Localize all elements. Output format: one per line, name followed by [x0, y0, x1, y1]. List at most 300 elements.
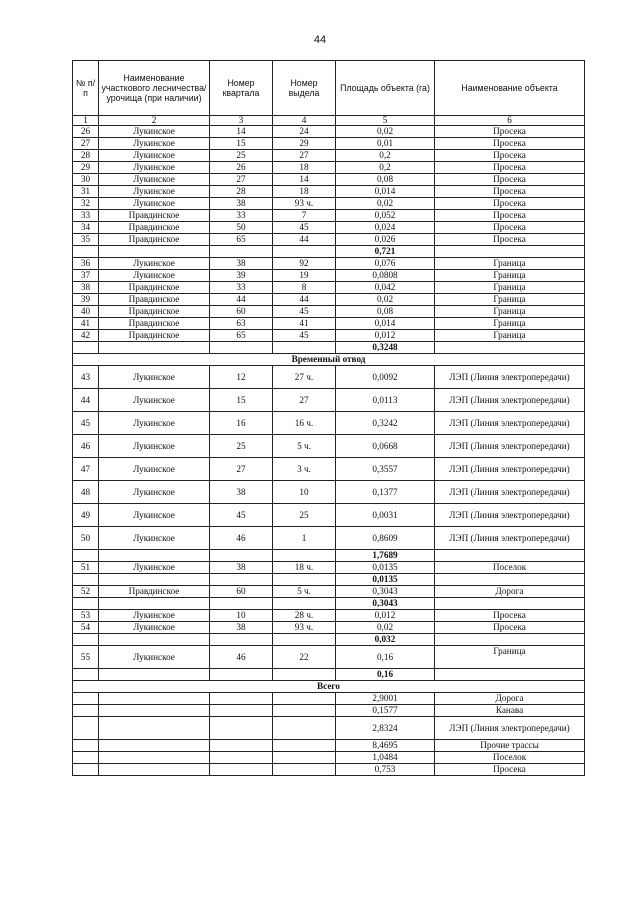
empty-cell: [435, 246, 585, 258]
header-allotment: Номер выдела: [273, 61, 336, 116]
area-value: 0,3557: [336, 458, 435, 481]
object-name: Дорога: [435, 586, 585, 598]
quarter-number: 25: [210, 150, 273, 162]
column-number: 5: [336, 116, 435, 126]
allotment-number: 25: [273, 504, 336, 527]
section-heading-row: [73, 681, 585, 693]
object-name: ЛЭП (Линия электропередачи): [435, 527, 585, 550]
object-name: ЛЭП (Линия электропередачи): [435, 389, 585, 412]
quarter-number: 25: [210, 435, 273, 458]
row-number: 40: [73, 306, 99, 318]
table-row: [73, 222, 585, 234]
empty-cell: [99, 634, 210, 646]
subtotal-value: 1,7689: [336, 550, 435, 562]
area-value: 0,052: [336, 210, 435, 222]
empty-cell: [73, 752, 99, 764]
empty-cell: [273, 740, 336, 752]
empty-cell: [73, 717, 99, 740]
section-heading: Временный отвод: [73, 354, 585, 366]
quarter-number: 38: [210, 198, 273, 210]
area-value: 0,3043: [336, 586, 435, 598]
quarter-number: 60: [210, 306, 273, 318]
column-number: 2: [99, 116, 210, 126]
total-value: 0,753: [336, 764, 435, 776]
empty-cell: [435, 634, 585, 646]
empty-cell: [73, 246, 99, 258]
total-value: 0,1577: [336, 705, 435, 717]
empty-cell: [210, 705, 273, 717]
table-row: [73, 646, 585, 669]
empty-cell: [210, 764, 273, 776]
empty-cell: [73, 740, 99, 752]
quarter-number: 63: [210, 318, 273, 330]
area-value: 0,026: [336, 234, 435, 246]
quarter-number: 12: [210, 366, 273, 389]
object-name: Просека: [435, 186, 585, 198]
allotment-number: 3 ч.: [273, 458, 336, 481]
row-number: 42: [73, 330, 99, 342]
empty-cell: [273, 693, 336, 705]
quarter-number: 28: [210, 186, 273, 198]
quarter-number: 33: [210, 210, 273, 222]
empty-cell: [99, 717, 210, 740]
subtotal-row: [73, 574, 585, 586]
total-object-name: Поселок: [435, 752, 585, 764]
quarter-number: 45: [210, 504, 273, 527]
empty-cell: [435, 342, 585, 354]
object-name: Просека: [435, 162, 585, 174]
forestry-name: Лукинское: [99, 527, 210, 550]
total-row: [73, 764, 585, 776]
table-row: [73, 586, 585, 598]
forestry-name: Лукинское: [99, 150, 210, 162]
row-number: 52: [73, 586, 99, 598]
area-value: 0,076: [336, 258, 435, 270]
area-value: 0,02: [336, 622, 435, 634]
area-value: 0,08: [336, 306, 435, 318]
allotment-number: 14: [273, 174, 336, 186]
object-name: Граница: [435, 330, 585, 342]
subtotal-row: [73, 598, 585, 610]
row-number: 54: [73, 622, 99, 634]
empty-cell: [273, 669, 336, 681]
row-number: 43: [73, 366, 99, 389]
total-value: 2,8324: [336, 717, 435, 740]
table-row: [73, 366, 585, 389]
quarter-number: 15: [210, 138, 273, 150]
area-value: 0,0113: [336, 389, 435, 412]
subtotal-value: 0,3248: [336, 342, 435, 354]
quarter-number: 65: [210, 330, 273, 342]
empty-cell: [99, 705, 210, 717]
table-row: [73, 186, 585, 198]
allotment-number: 27: [273, 389, 336, 412]
area-value: 0,012: [336, 610, 435, 622]
allotment-number: 27 ч.: [273, 366, 336, 389]
table-row: [73, 504, 585, 527]
header-quarter: Номер квартала: [210, 61, 273, 116]
table-row: [73, 412, 585, 435]
table-row: [73, 306, 585, 318]
empty-cell: [73, 693, 99, 705]
allotment-number: 45: [273, 222, 336, 234]
empty-cell: [273, 764, 336, 776]
subtotal-value: 0,721: [336, 246, 435, 258]
allotment-number: 93 ч.: [273, 198, 336, 210]
page-number: 44: [313, 34, 327, 46]
table-row: [73, 270, 585, 282]
table-row: [73, 258, 585, 270]
area-value: 0,014: [336, 318, 435, 330]
row-number: 49: [73, 504, 99, 527]
quarter-number: 38: [210, 562, 273, 574]
forestry-name: Лукинское: [99, 458, 210, 481]
subtotal-row: [73, 342, 585, 354]
allotment-number: 5 ч.: [273, 586, 336, 598]
quarter-number: 60: [210, 586, 273, 598]
row-number: 46: [73, 435, 99, 458]
forestry-name: Правдинское: [99, 318, 210, 330]
area-value: 0,0135: [336, 562, 435, 574]
forestry-name: Правдинское: [99, 586, 210, 598]
allotment-number: 22: [273, 646, 336, 669]
row-number: 33: [73, 210, 99, 222]
empty-cell: [435, 550, 585, 562]
object-name: Граница: [435, 258, 585, 270]
row-number: 35: [73, 234, 99, 246]
forestry-name: Лукинское: [99, 174, 210, 186]
table-body: [73, 116, 585, 776]
total-row: [73, 705, 585, 717]
area-value: 0,0808: [336, 270, 435, 282]
object-name: Просека: [435, 234, 585, 246]
total-object-name: Прочие трассы: [435, 740, 585, 752]
allotment-number: 18: [273, 186, 336, 198]
allotment-number: 8: [273, 282, 336, 294]
empty-cell: [435, 598, 585, 610]
allotment-number: 7: [273, 210, 336, 222]
allotment-number: 10: [273, 481, 336, 504]
forestry-name: Лукинское: [99, 138, 210, 150]
quarter-number: 15: [210, 389, 273, 412]
subtotal-row: [73, 669, 585, 681]
empty-cell: [99, 764, 210, 776]
forestry-name: Лукинское: [99, 504, 210, 527]
row-number: 41: [73, 318, 99, 330]
quarter-number: 50: [210, 222, 273, 234]
header-number: № п/п: [73, 61, 99, 116]
total-row: [73, 752, 585, 764]
area-value: 0,3242: [336, 412, 435, 435]
total-row: [73, 740, 585, 752]
total-object-name: ЛЭП (Линия электропередачи): [435, 717, 585, 740]
quarter-number: 10: [210, 610, 273, 622]
empty-cell: [273, 550, 336, 562]
total-value: 1,0484: [336, 752, 435, 764]
row-number: 48: [73, 481, 99, 504]
section-heading-row: [73, 354, 585, 366]
table-row: [73, 610, 585, 622]
table-row: [73, 126, 585, 138]
subtotal-row: [73, 246, 585, 258]
table-row: [73, 198, 585, 210]
object-name: Просека: [435, 138, 585, 150]
object-name: ЛЭП (Линия электропередачи): [435, 504, 585, 527]
row-number: 36: [73, 258, 99, 270]
total-value: 8,4695: [336, 740, 435, 752]
empty-cell: [99, 574, 210, 586]
allotment-number: 93 ч.: [273, 622, 336, 634]
object-name: Просека: [435, 622, 585, 634]
quarter-number: 27: [210, 458, 273, 481]
quarter-number: 39: [210, 270, 273, 282]
forestry-name: Правдинское: [99, 222, 210, 234]
object-name: Граница: [435, 318, 585, 330]
row-number: 37: [73, 270, 99, 282]
empty-cell: [210, 740, 273, 752]
forestry-name: Лукинское: [99, 646, 210, 669]
empty-cell: [210, 693, 273, 705]
forestry-name: Лукинское: [99, 270, 210, 282]
forestry-name: Лукинское: [99, 562, 210, 574]
empty-cell: [210, 550, 273, 562]
empty-cell: [273, 752, 336, 764]
quarter-number: 16: [210, 412, 273, 435]
forestry-name: Лукинское: [99, 258, 210, 270]
subtotal-row: [73, 550, 585, 562]
empty-cell: [73, 705, 99, 717]
empty-cell: [273, 705, 336, 717]
allotment-number: 28 ч.: [273, 610, 336, 622]
object-name: Граница: [435, 282, 585, 294]
empty-cell: [210, 574, 273, 586]
empty-cell: [73, 598, 99, 610]
quarter-number: 65: [210, 234, 273, 246]
object-name: Просека: [435, 222, 585, 234]
area-value: 0,042: [336, 282, 435, 294]
section-heading: Всего: [73, 681, 585, 693]
row-number: 31: [73, 186, 99, 198]
empty-cell: [273, 574, 336, 586]
table-row: [73, 562, 585, 574]
total-value: 2,9001: [336, 693, 435, 705]
forestry-name: Правдинское: [99, 282, 210, 294]
table-row: [73, 294, 585, 306]
row-number: 47: [73, 458, 99, 481]
header-area: Площадь объекта (га): [336, 61, 435, 116]
row-number: 50: [73, 527, 99, 550]
table-row: [73, 150, 585, 162]
object-name: Граница: [435, 646, 585, 669]
area-value: 0,08: [336, 174, 435, 186]
quarter-number: 38: [210, 622, 273, 634]
column-number: 6: [435, 116, 585, 126]
forestry-name: Лукинское: [99, 435, 210, 458]
table-row: [73, 527, 585, 550]
allotment-number: 44: [273, 294, 336, 306]
row-number: 39: [73, 294, 99, 306]
quarter-number: 14: [210, 126, 273, 138]
quarter-number: 38: [210, 481, 273, 504]
object-name: ЛЭП (Линия электропередачи): [435, 435, 585, 458]
empty-cell: [73, 342, 99, 354]
area-value: 0,01: [336, 138, 435, 150]
allotment-number: 44: [273, 234, 336, 246]
object-name: ЛЭП (Линия электропередачи): [435, 481, 585, 504]
area-value: 0,16: [336, 646, 435, 669]
empty-cell: [210, 342, 273, 354]
allotment-number: 45: [273, 306, 336, 318]
subtotal-value: 0,032: [336, 634, 435, 646]
object-name: Просека: [435, 610, 585, 622]
row-number: 32: [73, 198, 99, 210]
empty-cell: [99, 598, 210, 610]
allotment-number: 27: [273, 150, 336, 162]
table-row: [73, 622, 585, 634]
column-number: 1: [73, 116, 99, 126]
allotment-number: 16 ч.: [273, 412, 336, 435]
table-row: [73, 162, 585, 174]
empty-cell: [99, 550, 210, 562]
empty-cell: [210, 669, 273, 681]
empty-cell: [210, 598, 273, 610]
allotment-number: 24: [273, 126, 336, 138]
area-value: 0,8609: [336, 527, 435, 550]
empty-cell: [210, 634, 273, 646]
table-row: [73, 174, 585, 186]
table-row: [73, 330, 585, 342]
empty-cell: [73, 550, 99, 562]
empty-cell: [73, 669, 99, 681]
quarter-number: 44: [210, 294, 273, 306]
empty-cell: [210, 246, 273, 258]
header-forestry: Наименование участкового лесничества/урочища (при наличии): [99, 61, 210, 116]
allotment-number: 19: [273, 270, 336, 282]
quarter-number: 26: [210, 162, 273, 174]
table-row: [73, 138, 585, 150]
forestry-name: Лукинское: [99, 162, 210, 174]
empty-cell: [273, 717, 336, 740]
allotment-number: 41: [273, 318, 336, 330]
empty-cell: [73, 634, 99, 646]
area-value: 0,2: [336, 150, 435, 162]
forestry-name: Правдинское: [99, 330, 210, 342]
total-object-name: Просека: [435, 764, 585, 776]
total-row: [73, 693, 585, 705]
empty-cell: [273, 342, 336, 354]
quarter-number: 27: [210, 174, 273, 186]
row-number: 55: [73, 646, 99, 669]
subtotal-value: 0,0135: [336, 574, 435, 586]
row-number: 34: [73, 222, 99, 234]
empty-cell: [99, 669, 210, 681]
forestry-name: Правдинское: [99, 210, 210, 222]
forestry-name: Лукинское: [99, 412, 210, 435]
empty-cell: [273, 598, 336, 610]
forestry-name: Лукинское: [99, 198, 210, 210]
total-object-name: Дорога: [435, 693, 585, 705]
allotment-number: 29: [273, 138, 336, 150]
forestry-name: Лукинское: [99, 481, 210, 504]
object-name: Граница: [435, 294, 585, 306]
area-value: 0,012: [336, 330, 435, 342]
object-name: Просека: [435, 210, 585, 222]
forestry-name: Лукинское: [99, 186, 210, 198]
object-name: ЛЭП (Линия электропередачи): [435, 366, 585, 389]
quarter-number: 33: [210, 282, 273, 294]
table-row: [73, 234, 585, 246]
row-number: 44: [73, 389, 99, 412]
header-object-name: Наименование объекта: [435, 61, 585, 116]
empty-cell: [73, 764, 99, 776]
allotment-number: 5 ч.: [273, 435, 336, 458]
empty-cell: [210, 717, 273, 740]
area-value: 0,0031: [336, 504, 435, 527]
empty-cell: [99, 740, 210, 752]
empty-cell: [273, 246, 336, 258]
table-row: [73, 282, 585, 294]
forestry-name: Правдинское: [99, 234, 210, 246]
total-row: [73, 717, 585, 740]
row-number: 30: [73, 174, 99, 186]
object-name: Граница: [435, 270, 585, 282]
object-name: Поселок: [435, 562, 585, 574]
empty-cell: [273, 634, 336, 646]
empty-cell: [435, 574, 585, 586]
row-number: 38: [73, 282, 99, 294]
empty-cell: [99, 246, 210, 258]
row-number: 51: [73, 562, 99, 574]
empty-cell: [99, 752, 210, 764]
forestry-name: Лукинское: [99, 610, 210, 622]
allotment-number: 18: [273, 162, 336, 174]
row-number: 53: [73, 610, 99, 622]
area-value: 0,0092: [336, 366, 435, 389]
row-number: 45: [73, 412, 99, 435]
empty-cell: [210, 752, 273, 764]
column-number: 3: [210, 116, 273, 126]
column-numbers-row: [73, 116, 585, 126]
forest-objects-table: [72, 60, 585, 776]
area-value: 0,2: [336, 162, 435, 174]
area-value: 0,024: [336, 222, 435, 234]
subtotal-row: [73, 634, 585, 646]
subtotal-value: 0,16: [336, 669, 435, 681]
row-number: 29: [73, 162, 99, 174]
total-object-name: Канава: [435, 705, 585, 717]
table-row: [73, 318, 585, 330]
row-number: 26: [73, 126, 99, 138]
object-name: Просека: [435, 198, 585, 210]
allotment-number: 18 ч.: [273, 562, 336, 574]
area-value: 0,02: [336, 126, 435, 138]
row-number: 28: [73, 150, 99, 162]
area-value: 0,0668: [336, 435, 435, 458]
column-number: 4: [273, 116, 336, 126]
table-row: [73, 435, 585, 458]
table-row: [73, 389, 585, 412]
allotment-number: 1: [273, 527, 336, 550]
forestry-name: Лукинское: [99, 389, 210, 412]
object-name: Просека: [435, 150, 585, 162]
forestry-name: Лукинское: [99, 366, 210, 389]
quarter-number: 38: [210, 258, 273, 270]
empty-cell: [73, 574, 99, 586]
table-row: [73, 210, 585, 222]
area-value: 0,014: [336, 186, 435, 198]
area-value: 0,1377: [336, 481, 435, 504]
object-name: ЛЭП (Линия электропередачи): [435, 458, 585, 481]
